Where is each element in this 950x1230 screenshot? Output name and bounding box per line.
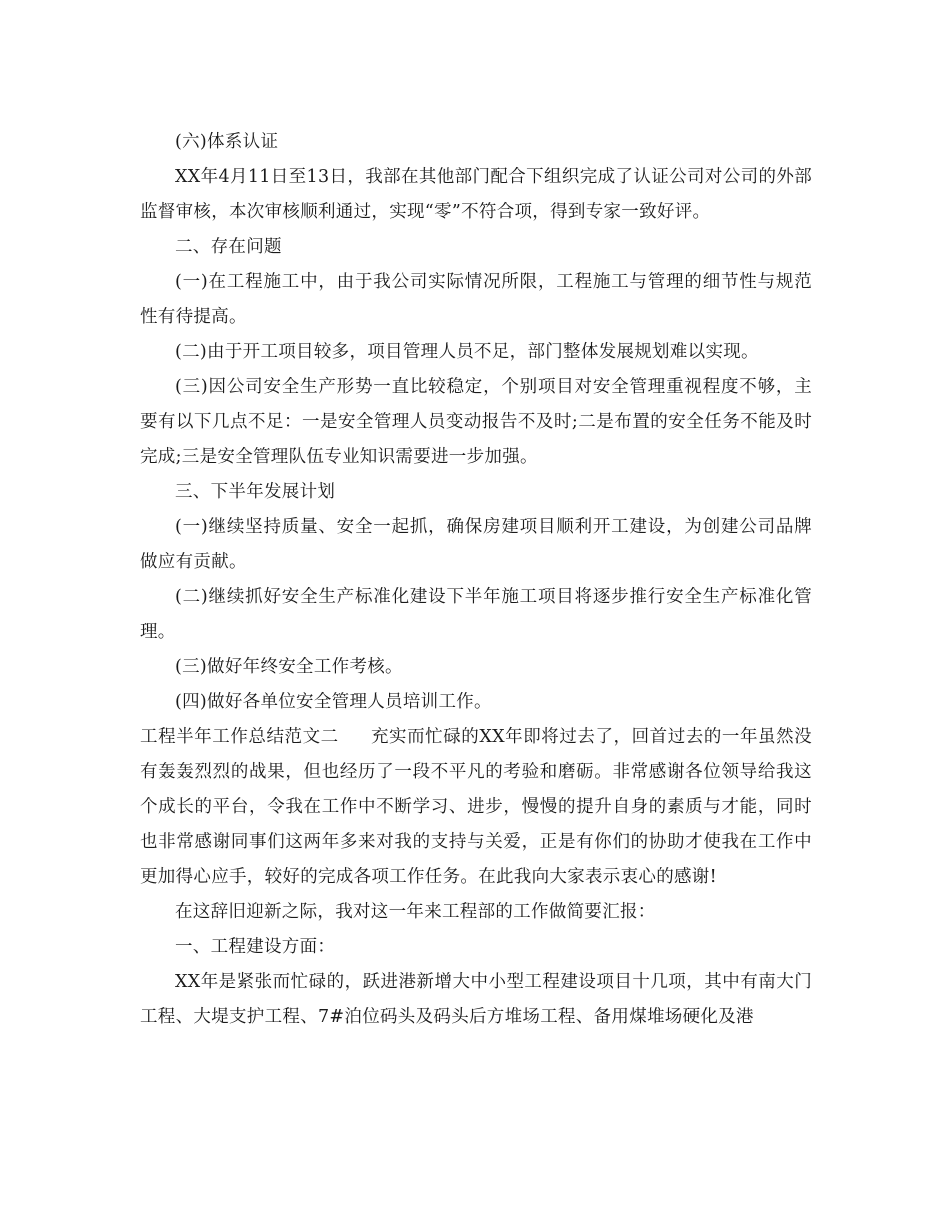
paragraph-engineering-projects: XX年是紧张而忙碌的，跃进港新增大中小型工程建设项目十几项，其中有南大门工程、大堤支护工程、7#泊位码头及码头后方堆场工程、备用煤堆场硬化及港 [140,972,812,1027]
article-two-title: 工程半年工作总结范文二 [140,727,339,747]
paragraph-certification-audit: XX年4月11日至13日，我部在其他部门配合下组织完成了认证公司对公司的外部监督审核，本次审核顺利通过，实现“零”不符合项，得到专家一致好评。 [140,167,812,222]
paragraph-plan-2: (二)继续抓好安全生产标准化建设下半年施工项目将逐步推行安全生产标准化管理。 [140,587,812,642]
article-two-intro: 充实而忙碌的XX年即将过去了，回首过去的一年虽然没有轰轰烈烈的战果，但也经历了一段不平凡的考验和磨砺。非常感谢各位领导给我这个成长的平台，令我在工作中不断学习、进步，慢慢的提升自身的素质与才能，同时也非常感谢同事们这两年多来对我的支持与关爱，正是有你们的协助才使我在工作中更加得心应手，较好的完成各项工作任务。在此我向大家表示衷心的感谢! [140,727,812,887]
paragraph-problem-2: (二)由于开工项目较多，项目管理人员不足，部门整体发展规划难以实现。 [175,342,759,362]
section-heading-engineering: 一、工程建设方面： [175,937,336,957]
section-heading-system-certification: (六)体系认证 [175,132,279,152]
paragraph-plan-4: (四)做好各单位安全管理人员培训工作。 [175,692,492,712]
paragraph-article-two [140,720,812,895]
paragraph-plan-1: (一)继续坚持质量、安全一起抓，确保房建项目顺利开工建设，为创建公司品牌做应有贡献。 [140,517,812,572]
section-heading-existing-problems: 二、存在问题 [175,237,282,257]
paragraph-plan-3: (三)做好年终安全工作考核。 [175,657,403,677]
paragraph-problem-3: (三)因公司安全生产形势一直比较稳定，个别项目对安全管理重视程度不够，主要有以下几点不足：一是安全管理人员变动报告不及时;二是布置的安全任务不能及时完成;三是安全管理队伍专业知识需要进一步加强。 [140,377,812,467]
document-page [140,125,812,1035]
paragraph-report-intro: 在这辞旧迎新之际，我对这一年来工程部的工作做简要汇报： [175,902,656,922]
section-heading-development-plan: 三、下半年发展计划 [175,482,336,502]
paragraph-problem-1: (一)在工程施工中，由于我公司实际情况所限，工程施工与管理的细节性与规范性有待提高。 [140,272,812,327]
